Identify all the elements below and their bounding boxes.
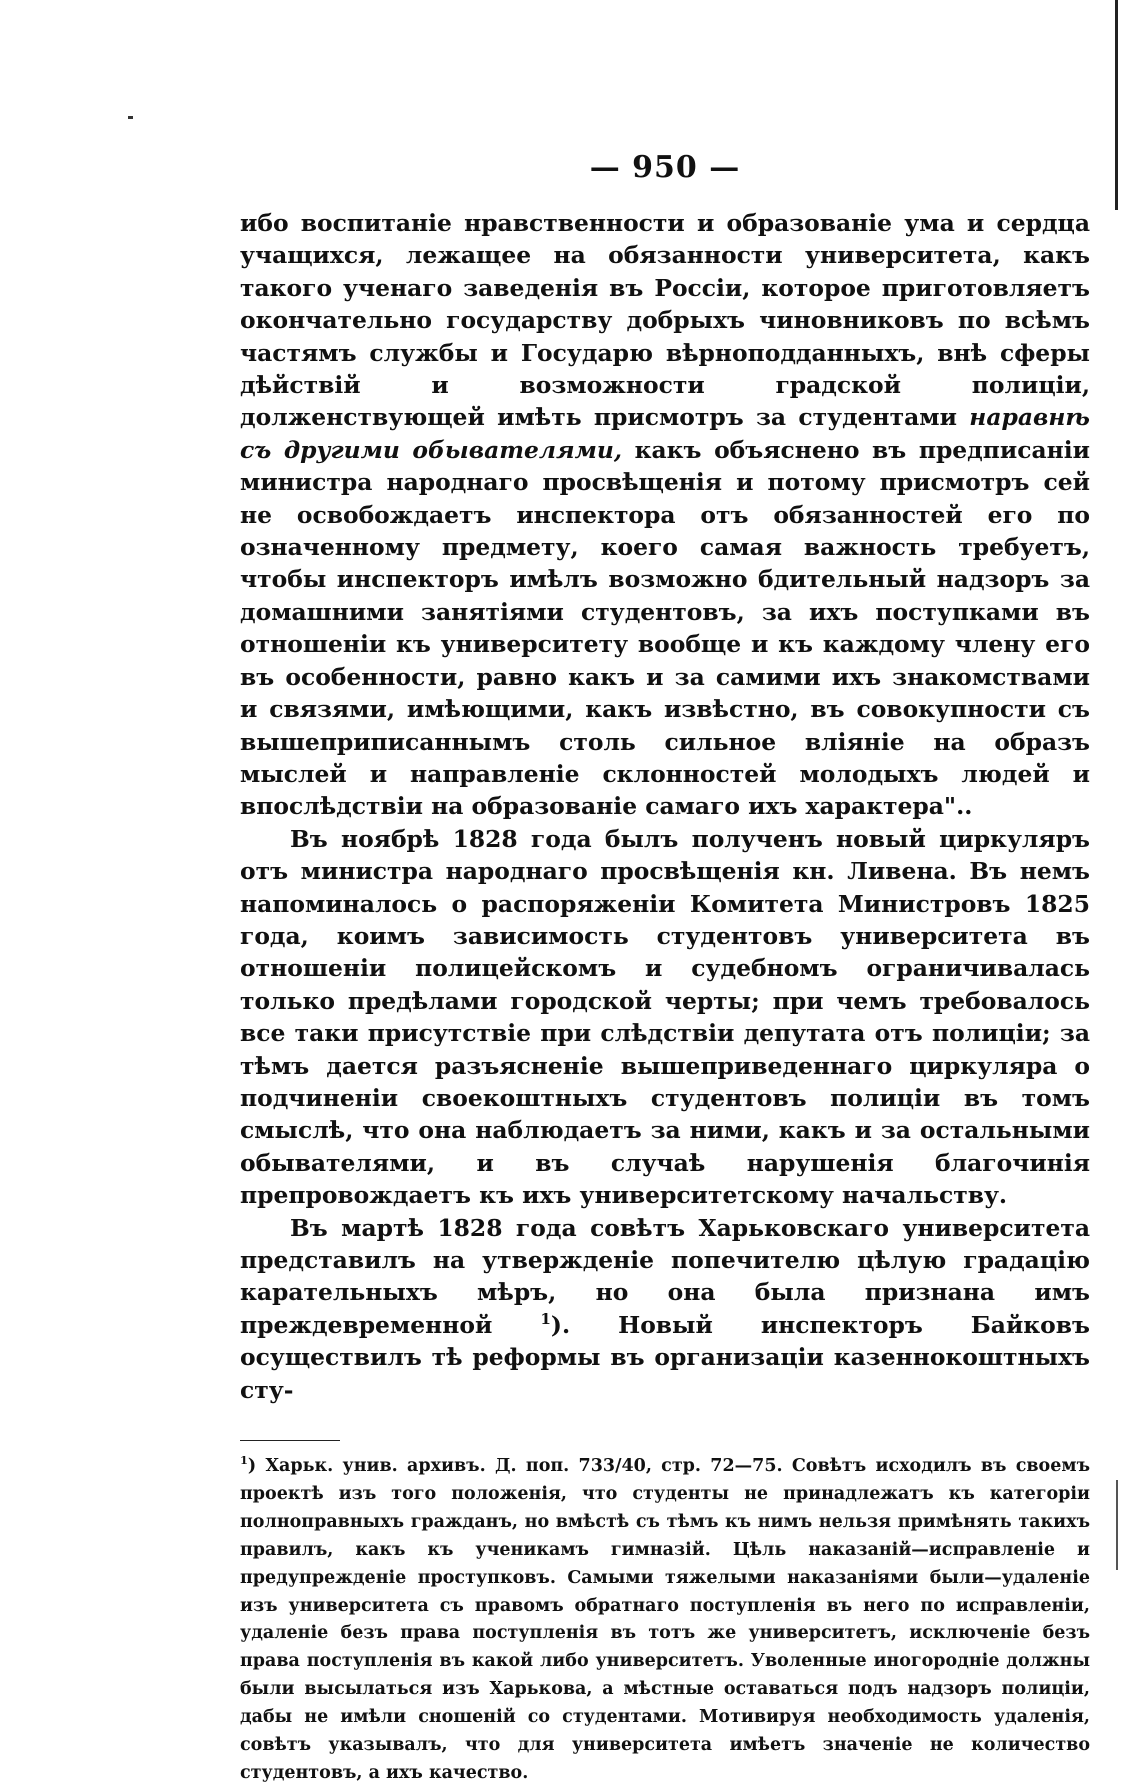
footnote-text: ) Харьк. унив. архивъ. Д. поп. 733/40, стр. 72—75. Совѣтъ исходилъ въ своемъ проектѣ изъ того положенія, что студенты не принадлежатъ къ категоріи полноправныхъ гражданъ, но вмѣстѣ съ тѣмъ къ нимъ нельзя примѣнять такихъ правилъ, какъ къ ученикамъ гимназій. Цѣль наказаній—исправленіе и предупрежденіе проступковъ. Самыми тяжелыми наказаніями были—удаленіе изъ университета съ правомъ обратнаго поступленія въ него по исправленіи, удаленіе безъ права поступленія въ тотъ же университетъ, исключеніе безъ права поступленія въ какой либо университетъ. Уволенные иногородніе должны были высылаться изъ Харькова, а мѣстные оставаться подъ надзоръ полиціи, дабы не имѣли сношеній со студентами. Мотивируя необходимость удаленія, совѣтъ указывалъ, что для университета имѣетъ значеніе не количество студентовъ, а ихъ качество. — [240, 1456, 1090, 1783]
scan-edge-mark-lower — [1116, 1480, 1118, 1570]
paragraph-3-start: Въ мартѣ 1828 года совѣтъ Харьковскаго университета представилъ на утвержденіе попечителю цѣлую градацію карательныхъ мѣръ, но она была признана имъ преждевременной — [240, 1213, 1090, 1339]
footnote-marker: 1 — [240, 1453, 248, 1468]
footnote-reference: 1 — [540, 1310, 551, 1329]
footnote — [240, 1453, 1090, 1788]
paragraph-2: Въ ноябрѣ 1828 года былъ полученъ новый циркуляръ отъ министра народнаго просвѣщенія кн. Ливена. Въ немъ напоминалось о распоряженіи Комитета Министровъ 1825 года, коимъ зависимость студентовъ университета въ отношеніи полицейскомъ и судебномъ ограничивалась только предѣлами городской черты; при чемъ требовалось все таки присутствіе при слѣдствіи депутата отъ полиціи; за тѣмъ дается разъясненіе вышеприведеннаго циркуляра о подчиненіи своекоштныхъ студентовъ полиціи въ томъ смыслѣ, что она наблюдаетъ за ними, какъ и за остальными обывателями, и въ случаѣ нарушенія благочинія препровождаетъ къ ихъ университетскому начальству. — [240, 824, 1090, 1210]
body-text — [240, 207, 1090, 1406]
page-number: — 950 — — [589, 150, 741, 185]
scan-speck — [128, 116, 133, 119]
scan-edge-mark — [1115, 0, 1118, 210]
paragraph-3-end: ). Новый инспекторъ Байковъ осуществилъ тѣ реформы въ организаціи казеннокоштныхъ сту- — [240, 1310, 1090, 1404]
footnote-divider — [240, 1440, 340, 1441]
paragraph-1-start: ибо воспитаніе нравственности и образованіе ума и сердца учащихся, лежащее на обязанности университета, какъ такого ученаго заведенія въ Россіи, которое приготовляетъ окончательно государству добрыхъ чиновниковъ по всѣмъ частямъ службы и Государю вѣрноподданныхъ, внѣ сферы дѣйствій и возможности градской полиціи, долженствующей имѣть присмотръ за студентами — [240, 209, 1090, 432]
paragraph-3 — [240, 1212, 1090, 1406]
paragraph-1-italic: наравнѣ съ другими обывателями, — [240, 403, 1090, 464]
paragraph-1-end: какъ объяснено въ предписаніи министра народнаго просвѣщенія и потому присмотръ сей не освобождаетъ инспектора отъ обязанностей его по означенному предмету, коего самая важность требуетъ, чтобы инспекторъ имѣлъ возможно бдительный надзоръ за домашними занятіями студентовъ, за ихъ поступками въ отношеніи къ университету вообще и къ каждому члену его въ особенности, равно какъ и за самими ихъ знакомствами и связями, имѣющими, какъ извѣстно, въ совокупности съ вышеприписаннымъ столь сильное вліяніе на образъ мыслей и направленіе склонностей молодыхъ людей и впослѣдствіи на образованіе самаго ихъ характера".. — [240, 435, 1090, 821]
paragraph-1 — [240, 207, 1090, 823]
page-content — [240, 150, 1090, 1788]
